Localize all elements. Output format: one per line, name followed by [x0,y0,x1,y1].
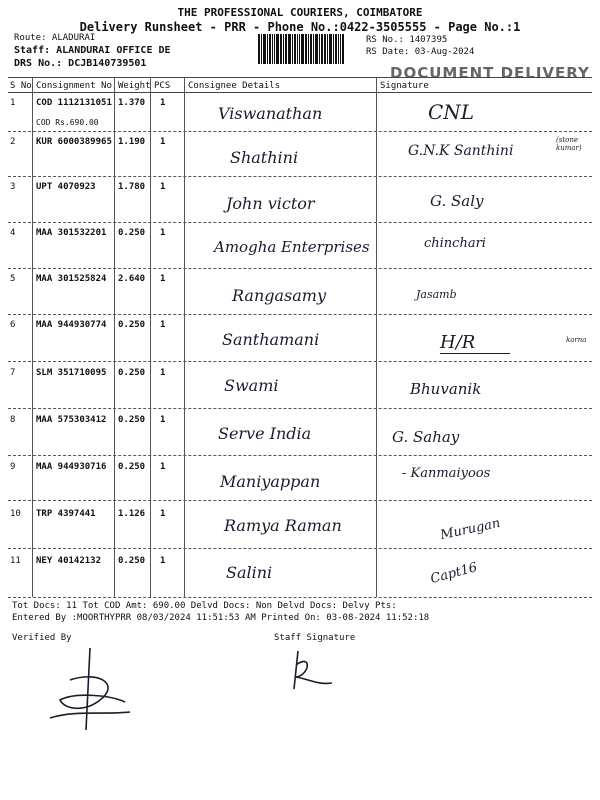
row-sno: 11 [10,556,21,566]
table-top-border [8,77,592,78]
row-consignment: TRP 4397441 [36,509,96,519]
row-weight: 1.190 [118,137,146,147]
row-sno: 2 [10,137,16,147]
col-consignee: Consignee Details [188,81,281,91]
row-divider [8,222,592,223]
row-consignment: MAA 301532201 [36,228,107,238]
row-consignment: MAA 944930716 [36,462,107,472]
rs-no-label: RS No.: 1407395 [366,35,448,45]
row-consignment: NEY 40142132 [36,556,102,566]
row-consignee: Maniyappan [220,472,321,491]
row-cod-note: COD Rs.690.00 [36,118,99,127]
row-signature: Murugan [439,515,502,544]
row-divider [8,268,592,269]
row-consignment: UPT 4070923 [36,182,96,192]
col-divider [184,77,185,597]
row-pcs: 1 [160,462,166,472]
row-consignment: MAA 575303412 [36,415,107,425]
verified-signature-drawing [30,640,150,740]
row-sno: 3 [10,182,16,192]
row-signature: Bhuvanik [410,380,482,398]
row-consignment: MAA 944930774 [36,320,107,330]
row-consignment: KUR 6000389965 [36,137,112,147]
row-sno: 4 [10,228,16,238]
row-divider [8,597,592,598]
row-signature: - Kanmaiyoos [402,466,491,481]
row-pcs: 1 [160,368,166,378]
row-signature: Jasamb [416,288,457,301]
row-sno: 8 [10,415,16,425]
row-consignee: Santhamani [222,330,320,349]
row-signature: G. Sahay [392,428,460,446]
row-divider [8,500,592,501]
row-weight: 0.250 [118,368,146,378]
row-consignee: Rangasamy [232,286,326,305]
row-consignment: SLM 351710095 [36,368,107,378]
row-sno: 7 [10,368,16,378]
row-signature: G. Saly [430,192,484,210]
rs-date-label: RS Date: 03-Aug-2024 [366,47,475,57]
row-consignee: Serve India [218,424,312,443]
row-sno: 10 [10,509,21,519]
row-sno: 9 [10,462,16,472]
row-signature-note: karna [566,336,587,344]
col-divider [376,77,377,597]
row-weight: 1.126 [118,509,146,519]
col-pcs: PCS [154,81,171,91]
row-pcs: 1 [160,98,166,108]
row-consignee: Salini [226,563,273,582]
row-pcs: 1 [160,509,166,519]
verified-by-label: Verified By [12,633,72,643]
row-sno: 5 [10,274,16,284]
row-consignee: Swami [224,376,279,395]
row-consignee: Ramya Raman [224,516,342,535]
row-pcs: 1 [160,274,166,284]
row-sno: 6 [10,320,16,330]
entered-by-line: Entered By :MOORTHYPRR 08/03/2024 11:51:53 AM Printed On: 03-08-2024 11:52:18 [12,613,430,623]
row-signature: H/R [440,332,510,354]
row-weight: 0.250 [118,462,146,472]
col-consignment: Consignment No [36,81,112,91]
totals-line: Tot Docs: 11 Tot COD Amt: 690.00 Delvd Docs: Non Delvd Docs: Delvy Pts: [12,601,397,611]
row-divider [8,314,592,315]
col-weight: Weight [118,81,151,91]
row-signature: Capt16 [428,560,479,587]
row-weight: 2.640 [118,274,146,284]
row-pcs: 1 [160,556,166,566]
col-signature: Signature [380,81,429,91]
row-consignee: John victor [226,194,315,213]
row-weight: 1.370 [118,98,146,108]
row-pcs: 1 [160,182,166,192]
staff-signature-drawing [284,645,344,695]
row-weight: 1.780 [118,182,146,192]
row-consignee: Shathini [230,148,299,167]
staff-signature-label: Staff Signature [274,633,356,643]
col-divider [150,77,151,597]
row-weight: 0.250 [118,228,146,238]
row-signature: chinchari [424,236,486,251]
row-divider [8,548,592,549]
row-divider [8,408,592,409]
route-label: Route: ALADURAI [14,33,96,43]
company-title: THE PROFESSIONAL COURIERS, COIMBATORE [177,6,423,19]
drs-label: DRS No.: DCJB140739501 [14,58,147,69]
row-sno: 1 [10,98,16,108]
document-delivery-stamp: DOCUMENT DELIVERY [390,64,590,82]
row-signature-note: (stone kumar) [556,136,582,152]
row-weight: 0.250 [118,556,146,566]
row-signature: G.N.K Santhini [408,143,514,159]
row-weight: 0.250 [118,320,146,330]
row-consignee: Amogha Enterprises [214,238,370,256]
row-pcs: 1 [160,228,166,238]
row-consignment: COD 1112131051 [36,98,112,108]
barcode [258,34,362,64]
row-weight: 0.250 [118,415,146,425]
row-consignee: Viswanathan [218,104,323,123]
row-divider [8,176,592,177]
col-sno: S No [10,81,32,91]
row-divider [8,131,592,132]
row-pcs: 1 [160,320,166,330]
row-divider [8,455,592,456]
col-divider [32,77,33,597]
runsheet-title: Delivery Runsheet - PRR - Phone No.:0422-3505555 - Page No.:1 [79,20,521,34]
row-pcs: 1 [160,415,166,425]
row-pcs: 1 [160,137,166,147]
row-divider [8,361,592,362]
staff-label: Staff: ALANDURAI OFFICE DE [14,45,171,56]
row-signature: CNL [428,100,475,124]
row-consignment: MAA 301525824 [36,274,107,284]
col-divider [114,77,115,597]
table-header-border [8,92,592,93]
